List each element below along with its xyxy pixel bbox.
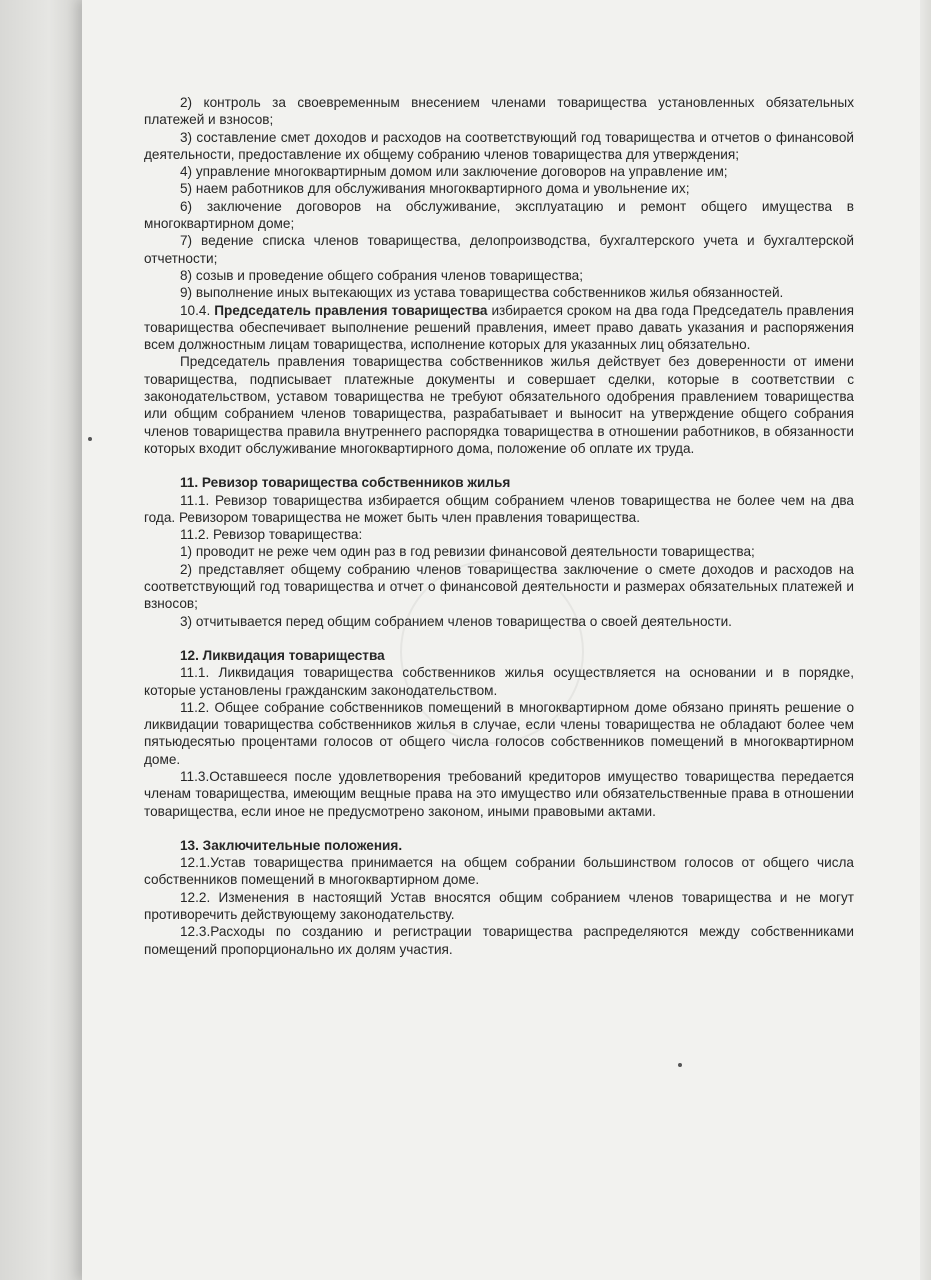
scan-speck [678,1063,682,1067]
list-item: 8) созыв и проведение общего собрания членов товарищества; [180,267,583,283]
list-item: 3) составление смет доходов и расходов на соответствующий год товарищества и отчетов о финансовой деятельности, предоставление их общему собранию членов товарищества для утверждения; [144,129,854,162]
document-text [144,94,854,958]
paragraph: 11.2. Ревизор товарищества: [180,527,363,543]
section-title-12: 12. Ликвидация товарищества [180,647,385,663]
paragraph: 11.1. Ликвидация товарищества собственников жилья осуществляется на основании и в порядке, которые установлены гражданским законодательством. [144,665,854,698]
scan-speck [88,437,92,441]
section-title-13: 13. Заключительные положения. [180,837,403,853]
list-item: 4) управление многоквартирным домом или заключение договоров на управление им; [180,164,728,180]
paragraph: 11.1. Ревизор товарищества избирается общим собранием членов товарищества не более чем на два года. Ревизором товарищества не может быть член правления товарищества. [144,492,854,525]
paragraph: 12.2. Изменения в настоящий Устав вносятся общим собранием членов товарищества и не могут противоречить действующему законодательству. [144,889,854,923]
clause-number: 10.4. [180,302,211,318]
paragraph: 1) проводит не реже чем один раз в год ревизии финансовой деятельности товарищества; [180,544,755,560]
list-item: 7) ведение списка членов товарищества, делопроизводства, бухгалтерского учета и бухгалтерской отчетности; [144,233,854,266]
paragraph: 12.1.Устав товарищества принимается на общем собрании большинством голосов от общего числа собственников помещений в многоквартирном доме. [144,855,854,888]
paragraph: 12.3.Расходы по созданию и регистрации товарищества распределяются между собственниками помещений пропорционально их долям участия. [144,924,854,957]
list-item: 9) выполнение иных вытекающих из устава товарищества собственников жилья обязанностей. [180,285,784,301]
page-right-edge [920,0,931,1280]
list-item: 5) наем работников для обслуживания многоквартирного дома и увольнение их; [180,181,690,197]
adjacent-page-edge [0,0,82,1280]
paragraph: 2) представляет общему собранию членов товарищества заключение о смете доходов и расходов на соответствующий год товарищества и отчет о финансовой деятельности и размерах обязательных платежей и взносов; [144,561,854,612]
list-item: 2) контроль за своевременным внесением членами товарищества установленных обязательных платежей и взносов; [144,95,854,128]
chairman-paragraph: Председатель правления товарищества собственников жилья действует без доверенности от имени товарищества, подписывает платежные документы и совершает сделки, которые в соответствии с законодательством, уставом товарищества не требуют обязательного одобрения правлением товарищества или общим собранием членов товарищества, разрабатывает и выносит на утверждение общего собрания членов товарищества правила внутреннего распорядка товарищества в отношении работников, в обязанности которых входит обслуживание многоквартирного дома, положение об оплате их труда. [144,354,854,456]
paragraph: 11.2. Общее собрание собственников помещений в многоквартирном доме обязано принять решение о ликвидации товарищества собственников жилья в случае, если члены товарищества не обладают более чем пятьюдесятью процентами голосов от общего числа голосов собственников помещений в многоквартирном доме. [144,699,854,767]
clause-10-4 [144,302,854,354]
section-title-11: 11. Ревизор товарищества собственников жилья [180,475,511,491]
clause-text: избирается сроком на два года Председатель правления товарищества обеспечивает выполнение решений правления, имеет право давать указания и распоряжения всем должностным лицам товарищества, исполнение которых для указанных лиц обязательно. [144,302,854,353]
paragraph: 11.3.Оставшееся после удовлетворения требований кредиторов имущество товарищества передается членам товарищества, имеющим вещные права на это имущество или обязательственные права в отношении товарищества, если иное не предусмотрено законом, иными правовыми актами. [144,768,854,819]
paragraph: 3) отчитывается перед общим собранием членов товарищества о своей деятельности. [180,613,732,629]
clause-bold-term: Председатель правления товарищества [214,302,488,318]
list-item: 6) заключение договоров на обслуживание, эксплуатацию и ремонт общего имущества в многоквартирном доме; [144,198,854,232]
